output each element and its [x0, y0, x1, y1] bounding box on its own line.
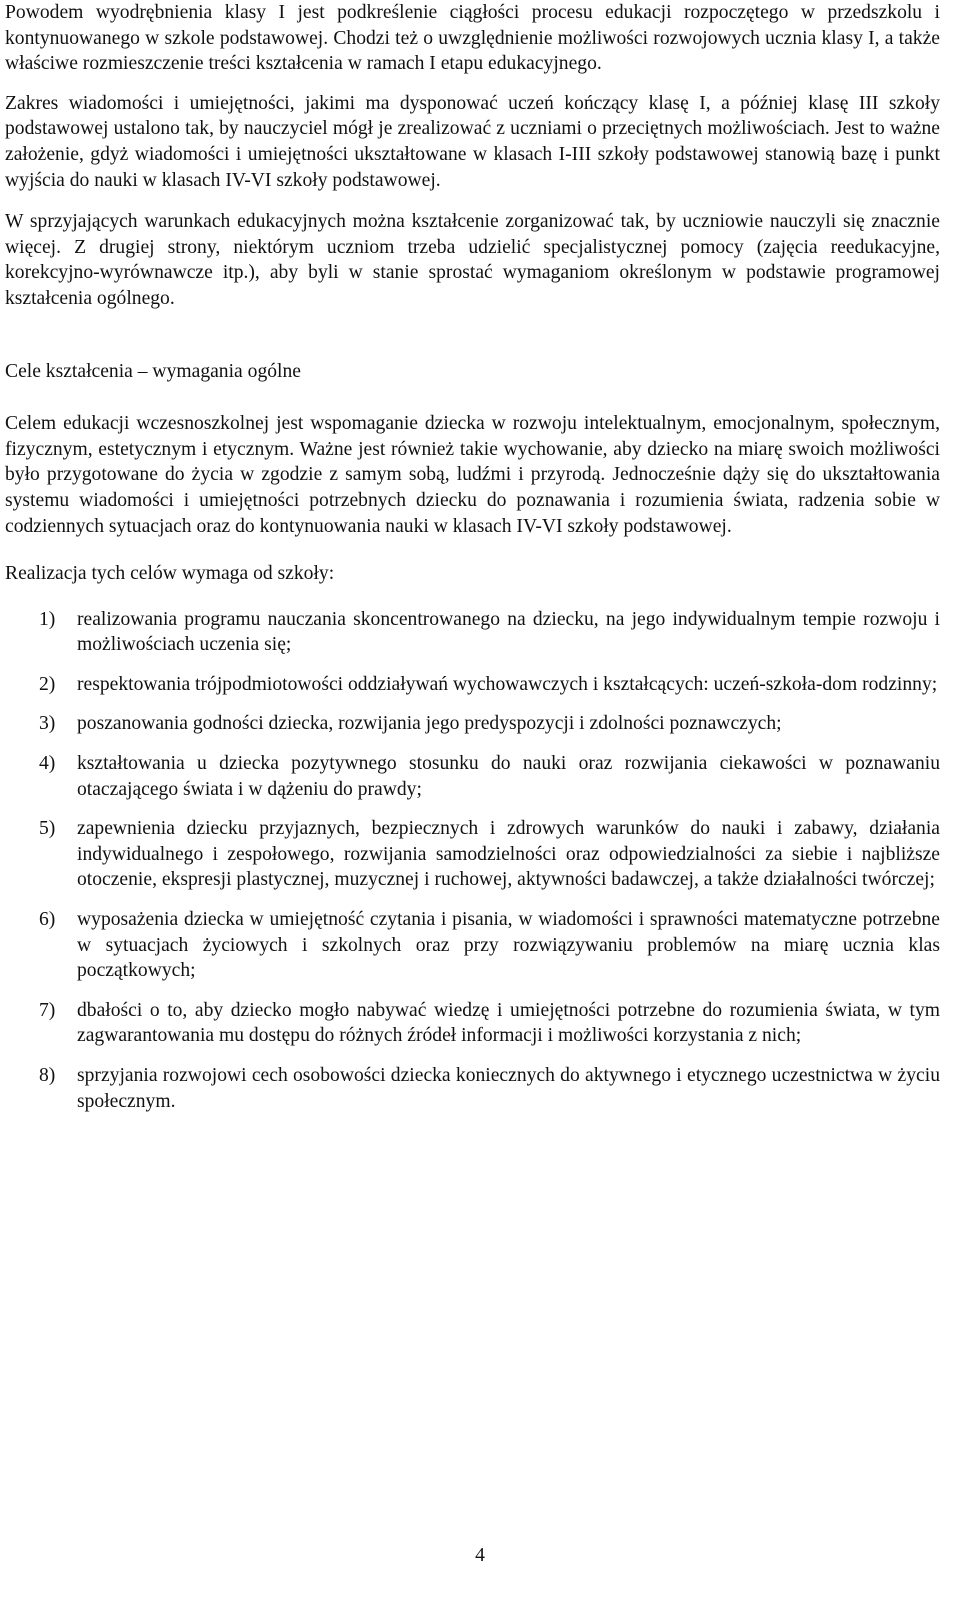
list-item-text: zapewnienia dziecku przyjaznych, bezpiecznych i zdrowych warunków do nauki i zabawy, działania indywidualnego i zespołowego, rozwijania samodzielności oraz odpowiedzialności za siebie i najbliższe otoczenie, ekspresji plastycznej, muzycznej i ruchowej, aktywności badawczej, a także działalności twórczej;: [77, 818, 940, 891]
list-item-number: 6): [39, 909, 56, 931]
list-item-text: dbałości o to, aby dziecko mogło nabywać wiedzę i umiejętności potrzebne do rozumienia świata, w tym zagwarantowania mu dostępu do różnych źródeł informacji i możliwości korzystania z nich;: [77, 999, 940, 1047]
list-item: [5, 998, 940, 1049]
list-item-text: sprzyjania rozwojowi cech osobowości dziecka koniecznych do aktywnego i etycznego uczestnictwa w życiu społecznym.: [77, 1065, 940, 1112]
page-number: 4: [475, 1545, 485, 1566]
list-item-text: respektowania trójpodmiotowości oddziaływań wychowawczych i kształcących: uczeń-szkoła-dom rodzinny;: [77, 673, 938, 695]
list-item: [5, 607, 940, 658]
paragraph-intro: Powodem wyodrębnienia klasy I jest podkreślenie ciągłości procesu edukacji rozpoczętego w przedszkolu i kontynuowanego w szkole podstawowej. Chodzi też o uwzględnienie możliwości rozwojowych ucznia klasy I, a także właściwe rozmieszczenie treści kształcenia w ramach I etapu edukacyjnego.: [5, 2, 940, 75]
paragraph-lead-in: Realizacja tych celów wymaga od szkoły:: [5, 563, 335, 585]
paragraph-scope: Zakres wiadomości i umiejętności, jakimi ma dysponować uczeń kończący klasę I, a później klasę III szkoły podstawowej ustalono tak, by nauczyciel mógł je zrealizować z uczniami o przeciętnych możliwościach. Jest to ważne założenie, gdyż wiadomości i umiejętności ukształtowane w klasach I-III szkoły podstawowej stanowią bazę i punkt wyjścia do nauki w klasach IV-VI szkoły podstawowej.: [5, 92, 940, 191]
list-item-text: kształtowania u dziecka pozytywnego stosunku do nauki oraz rozwijania ciekawości w poznawaniu otaczającego świata i w dążeniu do prawdy;: [77, 753, 940, 800]
list-item-text: realizowania programu nauczania skoncentrowanego na dziecku, na jego indywidualnym tempie rozwoju i możliwościach uczenia się;: [77, 608, 940, 656]
list-item: [5, 711, 940, 737]
list-item-number: 3): [39, 713, 56, 735]
list-item-number: 8): [39, 1065, 56, 1086]
document-page: [5, 0, 940, 1128]
list-item: [5, 1063, 940, 1114]
paragraph-conditions: W sprzyjających warunkach edukacyjnych można kształcenie zorganizować tak, by uczniowie nauczyli się znacznie więcej. Z drugiej strony, niektórym uczniom trzeba udzielić specjalistycznej pomocy (zajęcia reedukacyjne, korekcyjno-wyrównawcze itp.), aby byli w stanie sprostać wymaganiom określonym w podstawie programowej kształcenia ogólnego.: [5, 211, 940, 309]
list-item-text: poszanowania godności dziecka, rozwijania jego predyspozycji i zdolności poznawczych;: [77, 713, 782, 735]
list-item: [5, 816, 940, 893]
list-item-number: 7): [39, 999, 56, 1021]
list-item: [5, 907, 940, 984]
section-heading: Cele kształcenia – wymagania ogólne: [5, 360, 301, 382]
requirements-list: [5, 607, 940, 1115]
list-item-number: 4): [39, 753, 56, 775]
list-item: [5, 672, 940, 698]
list-item-text: wyposażenia dziecka w umiejętność czytania i pisania, w wiadomości i sprawności matematyczne potrzebne w sytuacjach życiowych i szkolnych oraz przy rozwiązywaniu problemów na miarę ucznia klas początkowych;: [77, 909, 940, 982]
paragraph-goal: Celem edukacji wczesnoszkolnej jest wspomaganie dziecka w rozwoju intelektualnym, emocjonalnym, społecznym, fizycznym, estetycznym i etycznym. Ważne jest również takie wychowanie, aby dziecko na miarę swoich możliwości było przygotowane do życia w zgodzie z samym sobą, ludźmi i przyrodą. Jednocześnie dąży się do ukształtowania systemu wiadomości i umiejętności potrzebnych dziecku do poznawania i rozumienia świata, radzenia sobie w codziennych sytuacjach oraz do kontynuowania nauki w klasach IV-VI szkoły podstawowej.: [5, 413, 940, 537]
list-item-number: 1): [39, 608, 56, 630]
list-item-number: 5): [39, 818, 56, 840]
list-item: [5, 751, 940, 802]
list-item-number: 2): [39, 673, 56, 695]
